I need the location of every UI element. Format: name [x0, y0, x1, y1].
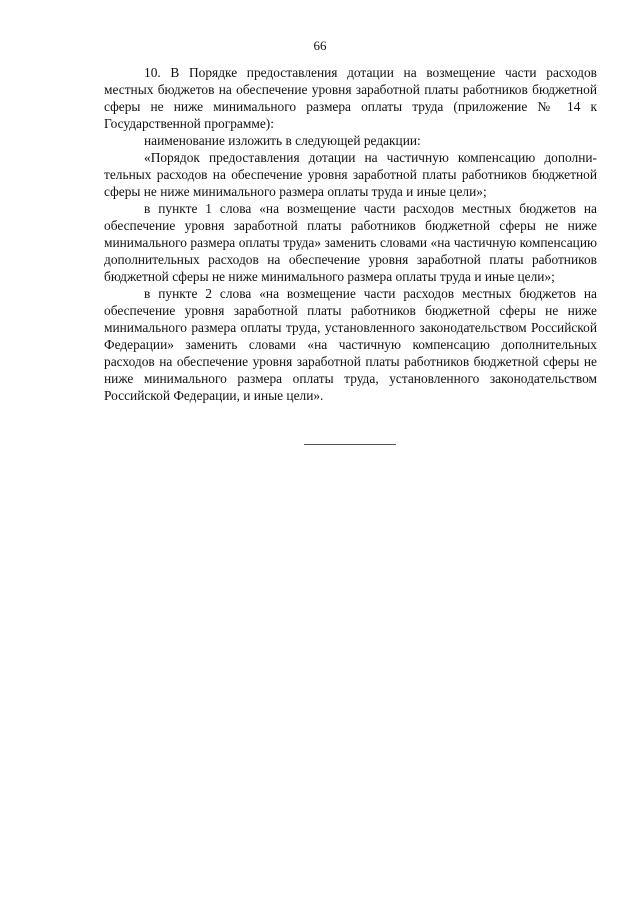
document-body: [104, 64, 597, 404]
paragraph-clause-1: в пункте 1 слова «на возмещение части расходов местных бюджетов на обеспечение уровня заработной платы работников бюджетной сферы не ниже минимального размера оплаты труда» заменить словами «на частичную компенсацию дополнительных расходов на обеспечение уровня заработной платы работников бюджетной сферы не ниже минимального размера оплаты труда и иные цели»;: [104, 201, 597, 284]
paragraph-clause-2: в пункте 2 слова «на возмещение части расходов местных бюджетов на обеспечение уровня заработной платы работников бюджетной сферы не ниже минимального размера оплаты труда, установленного законодательством Российской Федерации» заменить словами «на частичную компенсацию дополнительных расходов на обеспечение уровня заработной платы работников бюджетной сферы не ниже минимального размера оплаты труда, установленного законодательством Российской Федерации, и иные цели».: [104, 286, 597, 403]
paragraph-item-10: 10. В Порядке предоставления дотации на возмещение части расходов местных бюджетов на обеспечение уровня заработной платы работников бюджетной сферы не ниже минимального размера оплаты труда (приложение № 14 к Государственной программе):: [104, 65, 597, 131]
paragraph-new-title: «Порядок предоставления дотации на частичную компенсацию дополнительных расходов на обеспечение уровня заработной платы работников бюджетной сферы не ниже минимального размера оплаты труда и иные цели»;: [104, 150, 597, 199]
page-number: 66: [313, 38, 327, 53]
end-separator-line: [304, 444, 396, 445]
paragraph-title-change: наименование изложить в следующей редакции:: [144, 133, 421, 148]
